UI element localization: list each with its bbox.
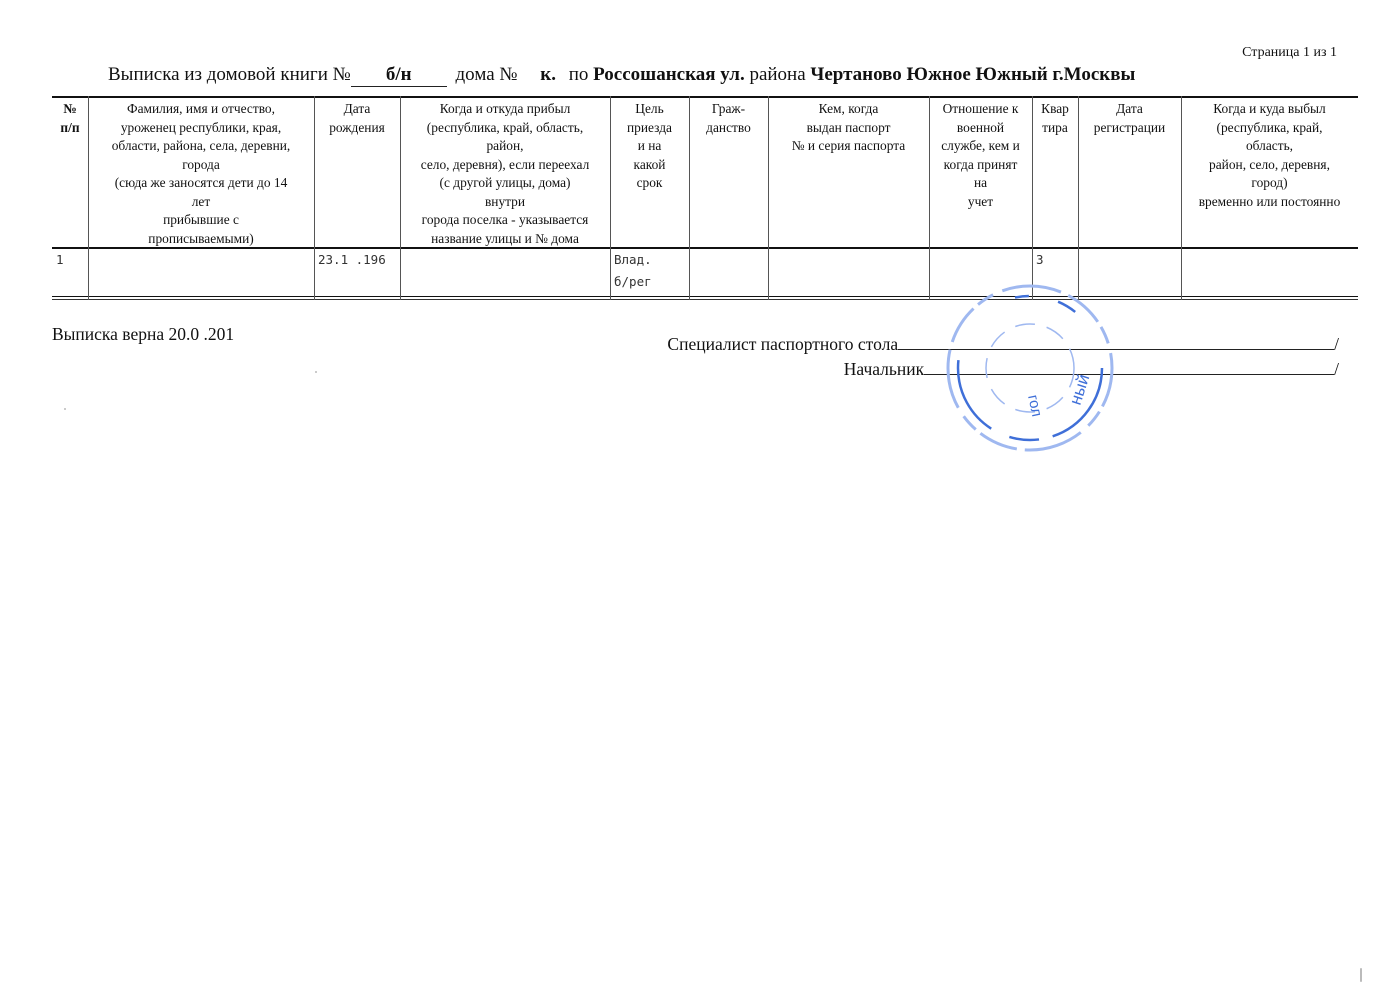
district-name: Чертаново Южное Южный г.Москвы bbox=[810, 64, 1136, 85]
verified-line: Выписка верна 20.0 .201 bbox=[52, 324, 235, 344]
table-bottom-rule-2 bbox=[52, 299, 1358, 300]
registry-table bbox=[52, 96, 1358, 301]
column-header-arrived: Когда и откуда прибыл (республика, край, область, район, село, деревня), если переехал (с другой улицы, дома) внутри города поселка - указывается название улицы и № дома bbox=[420, 101, 590, 246]
specialist-slash: / bbox=[1334, 334, 1339, 354]
table-cell-purpose: Влад. б/рег bbox=[614, 252, 652, 289]
column-header-num: № п/п bbox=[60, 101, 80, 135]
column-header-apt: Квар тира bbox=[1041, 101, 1069, 135]
table-cell-num: 1 bbox=[56, 252, 64, 267]
house-label: дома № bbox=[455, 64, 518, 85]
table-cell-citizenship bbox=[689, 249, 768, 296]
table-cell-dob: 23.1 .196 bbox=[318, 252, 386, 267]
scan-speck bbox=[64, 408, 66, 410]
chief-slash: / bbox=[1334, 359, 1339, 379]
column-header-departed: Когда и куда выбыл (республика, край, область, район, село, деревня, город) временно или постоянно bbox=[1198, 101, 1341, 209]
official-stamp bbox=[940, 278, 1120, 458]
table-cell-apt: 3 bbox=[1036, 252, 1044, 267]
column-header-military: Отношение к военной службе, кем и когда принят на учет bbox=[941, 101, 1020, 209]
column-header-fio: Фамилия, имя и отчество, уроженец республики, края, области, района, села, деревни, города (сюда же заносятся дети до 14 лет прибывшие с прописываемыми) bbox=[111, 101, 291, 246]
street-label: по bbox=[568, 64, 589, 85]
column-header-regdate: Дата регистрации bbox=[1093, 101, 1166, 135]
table-cell-fio bbox=[88, 249, 314, 296]
street-name: Россошанская ул. bbox=[593, 64, 745, 85]
chief-label: Начальник bbox=[843, 359, 925, 379]
book-number: б/н bbox=[351, 64, 447, 87]
specialist-label: Специалист паспортного стола bbox=[667, 334, 899, 354]
table-cell-arrived bbox=[400, 249, 610, 296]
column-header-passport: Кем, когда выдан паспорт № и серия паспорта bbox=[791, 101, 906, 153]
title-prefix: Выписка из домовой книги № bbox=[108, 64, 351, 85]
scan-speck bbox=[1360, 968, 1362, 982]
page-counter: Страница 1 из 1 bbox=[1242, 45, 1337, 60]
column-header-citizenship: Граж- данство bbox=[706, 101, 751, 135]
corp-label: к. bbox=[540, 64, 556, 85]
stamp-text: ный bbox=[1065, 371, 1094, 408]
scan-speck bbox=[315, 371, 317, 373]
table-cell-departed bbox=[1181, 249, 1358, 296]
table-cell-passport bbox=[768, 249, 929, 296]
table-bottom-rule bbox=[52, 296, 1358, 297]
column-header-dob: Дата рождения bbox=[329, 101, 385, 135]
stamp-text-2: гол bbox=[1024, 393, 1046, 419]
district-label: района bbox=[749, 64, 806, 85]
column-header-purpose: Цель приезда и на какой срок bbox=[627, 101, 672, 190]
document-title bbox=[108, 64, 1135, 87]
